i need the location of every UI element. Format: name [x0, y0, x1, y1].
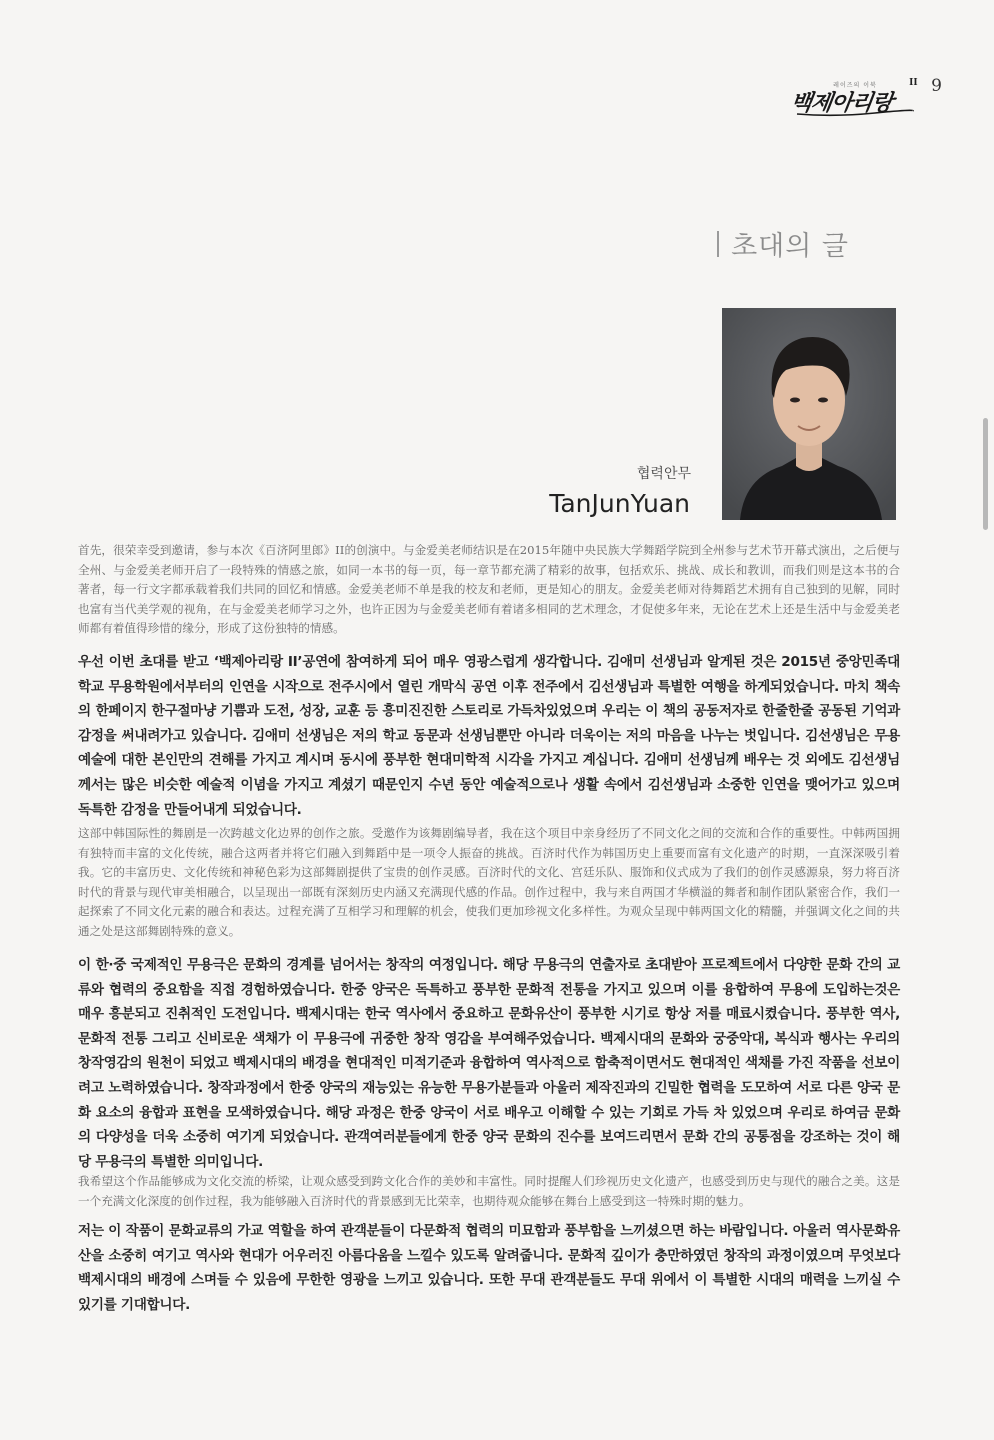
brand-small-text: 레이즈의 이북: [833, 82, 877, 89]
paragraph-6-korean: [78, 1219, 900, 1317]
paragraph-5-chinese: [78, 1172, 900, 1211]
paragraph-text: 我希望这个作品能够成为文化交流的桥梁，让观众感受到跨文化合作的美妙和丰富性。同时提醒人们珍视历史文化遗产，也感受到历史与现代的融合之美。这是一个充满文化深度的创作过程，我为能够融入百济时代的背景感到无比荣幸，也期待观众能够在舞台上感受到这一特殊时期的魅力。: [78, 1174, 900, 1208]
paragraph-4-korean: [78, 953, 900, 1174]
header-brand: [791, 78, 942, 118]
title-divider: [717, 231, 719, 257]
section-title-text: 초대의 글: [731, 231, 849, 262]
brand-script-text: 백제아리랑: [789, 90, 895, 116]
paragraph-text: 首先，很荣幸受到邀请，参与本次《百济阿里郎》II的创演中。与金爱美老师结识是在2015年随中央民族大学舞蹈学院到全州参与艺术节开幕式演出，之后便与全州、与金爱美老师开启了一段特殊的情感之旅，如同一本书的每一页，每一章节都充满了精彩的故事，包括欢乐、挑战、成长和教训，而我们则是这本书的合著者，每一行文字都承载着我们共同的回忆和情感。金爱美老师不单是我的校友和老师，更是知心的朋友。金爱美老师对待舞蹈艺术拥有自己独到的见解，同时也富有当代美学观的视角，在与金爱美老师学习之外，也许正因为与金爱美老师有着诸多相同的艺术理念，才促使多年来，无论在艺术上还是生活中与金爱美老师都有着值得珍惜的缘分，形成了这份独特的情感。: [78, 543, 900, 636]
paragraph-text: 이 한·중 국제적인 무용극은 문화의 경계를 넘어서는 창작의 여정입니다. 해당 무용극의 연출자로 초대받아 프로젝트에서 다양한 문화 간의 교류와 협력의 중요함을 직접 경험하였습니다. 한중 양국은 독특하고 풍부한 문화적 전통을 가지고 있으며 이를 융합하여 무용에 도입하는것은 매우 흥분되고 진취적인 도전입니다. 백제시대는 한국 역사에서 중요하고 문화유산이 풍부한 시기로 항상 저를 매료시켰습니다. 풍부한 역사, 문화적 전통 그리고 신비로운 색채가 이 무용극에 귀중한 창작 영감을 부여해주었습니다. 백제시대의 문화와 궁중악대, 복식과 행사는 우리의 창작영감의 원천이 되었고 백제시대의 배경을 현대적인 미적기준과 융합하여 역사적으로 함축적이면서도 현대적인 색채를 가진 작품을 선보이려고 노력하였습니다. 창작과정에서 한중 양국의 재능있는 유능한 무용가분들과 아울러 제작진과의 긴밀한 협력을 도모하여 서로 다른 양국 문화 요소의 융합과 표현을 모색하였습니다. 해당 과정은 한중 양국이 서로 배우고 이해할 수 있는 기회로 가득 차 있었으며 우리로 하여금 문화의 다양성을 더욱 소중히 여기게 되었습니다. 관객여러분들에게 한중 양국 문화의 진수를 보여드리면서 문화 간의 공통점을 강조하는 것이 해당 무용극의 특별한 의미입니다.: [78, 957, 900, 1170]
person-name: TanJunYuan: [549, 489, 690, 518]
scrollbar-thumb[interactable]: [983, 418, 988, 530]
person-silhouette-icon: [722, 308, 896, 520]
paragraph-text: 这部中韩国际性的舞剧是一次跨越文化边界的创作之旅。受邀作为该舞剧编导者，我在这个项目中亲身经历了不同文化之间的交流和合作的重要性。中韩两国拥有独特而丰富的文化传统，融合这两者并将它们融入到舞蹈中是一项令人振奋的挑战。百济时代作为韩国历史上重要而富有文化遗产的时期，一直深深吸引着我。它的丰富历史、文化传统和神秘色彩为这部舞剧提供了宝贵的创作灵感。百济时代的文化、宫廷乐队、服饰和仪式成为了我们的创作灵感源泉，努力将百济时代的背景与现代审美相融合，以呈现出一部既有深刻历史内涵又充满现代感的作品。创作过程中，我与来自两国才华横溢的舞者和制作团队紧密合作，我们一起探索了不同文化元素的融合和表达。过程充满了互相学习和理解的机会，使我们更加珍视文化多样性。为观众呈现中韩两国文化的精髓，并强调文化之间的共通之处是这部舞剧特殊的意义。: [78, 826, 900, 938]
paragraph-text: 저는 이 작품이 문화교류의 가교 역할을 하여 관객분들이 다문화적 협력의 미묘함과 풍부함을 느끼셨으면 하는 바람입니다. 아울러 역사문화유산을 소중히 여기고 역사와 현대가 어우러진 아름다움을 느낄수 있도록 알려줍니다. 문화적 깊이가 충만하였던 창작의 과정이였으며 무엇보다 백제시대의 배경에 스며들 수 있음에 무한한 영광을 느끼고 있습니다. 또한 무대 관객분들도 무대 위에서 이 특별한 시대의 매력을 느끼실 수 있기를 기대합니다.: [78, 1223, 900, 1313]
brand-roman-numeral: II: [909, 78, 918, 88]
portrait-photo: [722, 308, 896, 520]
section-title: [717, 224, 849, 263]
paragraph-1-chinese: [78, 541, 900, 639]
role-label: 협력안무: [636, 466, 691, 482]
paragraph-text: 우선 이번 초대를 받고 ‘백제아리랑 II’공연에 참여하게 되어 매우 영광스럽게 생각합니다. 김애미 선생님과 알게된 것은 2015년 중앙민족대학교 무용학원에서부터의 인연을 시작으로 전주시에서 열린 개막식 공연 이후 전주에서 김선생님과 특별한 여행을 하게되었습니다. 마치 책속의 한페이지 한구절마냥 기쁨과 도전, 성장, 교훈 등 흥미진진한 스토리로 가득차있었으며 우리는 이 책의 공동저자로 한줄한줄 공동된 기억과 감정을 써내려가고 있습니다. 김애미 선생님은 저의 학교 동문과 선생님뿐만 아니라 더욱이는 저의 마음을 나누는 벗입니다. 김선생님은 무용예술에 대한 본인만의 견해를 가지고 계시며 동시에 풍부한 현대미학적 시각을 가지고 계십니다. 김애미 선생님께 배우는 것 외에도 김선생님께서는 많은 비슷한 예술적 이념을 가지고 계셨기 때문인지 수년 동안 예술적으로나 생활 속에서 김선생님과 소중한 인연을 맺어가고 있으며 독특한 감정을 만들어내게 되었습니다.: [78, 654, 900, 818]
paragraph-3-chinese: [78, 824, 900, 942]
paragraph-2-korean: [78, 650, 900, 822]
brand-logo: [791, 78, 921, 118]
page-number: 9: [931, 76, 942, 96]
brand-flourish-icon: [795, 108, 915, 118]
